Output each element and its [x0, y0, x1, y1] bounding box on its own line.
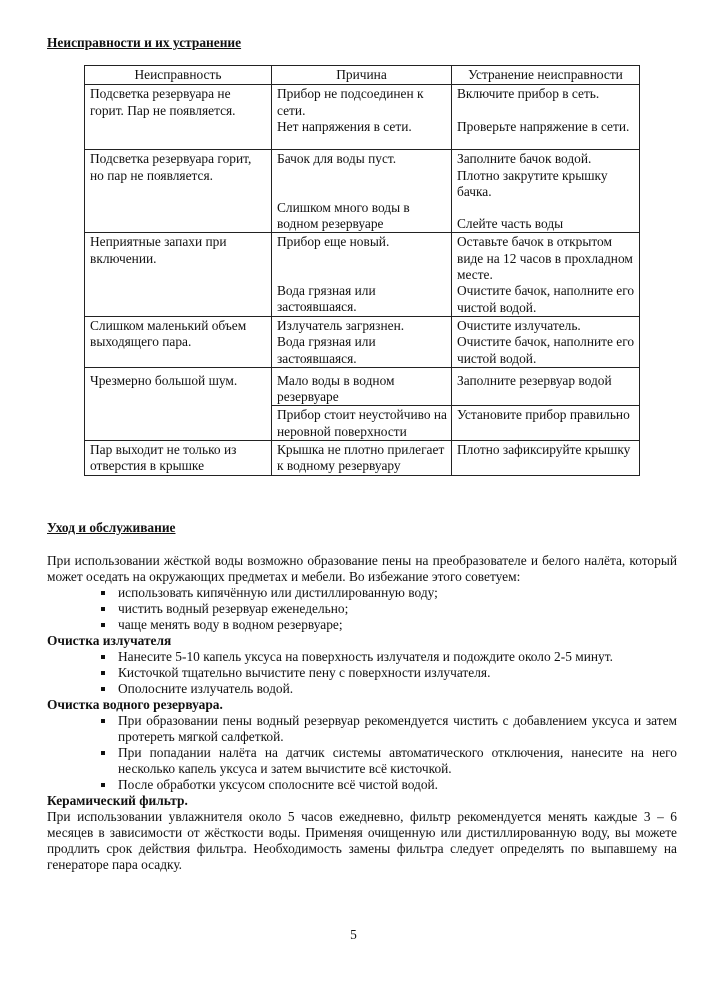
- list-item: чаще менять воду в водном резервуаре;: [118, 617, 677, 633]
- cause-text: Вода грязная или застоявшаяся.: [277, 282, 376, 315]
- list-item: Нанесите 5-10 капель уксуса на поверхность излучателя и подождите около 2-5 минут.: [118, 649, 677, 665]
- table-row: [85, 233, 640, 316]
- list-item: Кисточкой тщательно вычистите пену с поверхности излучателя.: [118, 665, 677, 681]
- troubleshooting-title: Неисправности и их устранение: [47, 35, 242, 50]
- column-header-cause: Причина: [272, 66, 452, 85]
- page-number: 5: [350, 927, 357, 942]
- fix-cell: [452, 316, 640, 367]
- cause-text: Излучатель загрязнен.: [277, 317, 405, 333]
- cause-text: Бачок для воды пуст.: [277, 151, 397, 167]
- cause-text: Вода грязная или застоявшаяся.: [277, 334, 376, 366]
- troubleshooting-table: [84, 65, 640, 476]
- list-item: Ополосните излучатель водой.: [118, 681, 677, 697]
- table-header-row: [85, 66, 640, 85]
- fix-text: Заполните бачок водой. Плотно закрутите крышку бачка.: [457, 151, 608, 199]
- fix-cell: Заполните резервуар водой: [452, 367, 640, 406]
- care-intro-list: [47, 585, 677, 633]
- fault-cell: Подсветка резервуара не горит. Пар не появляется.: [85, 85, 272, 150]
- cause-cell: [272, 85, 452, 150]
- fix-text: Очистите бачок, наполните его чистой водой.: [457, 283, 635, 315]
- table-row: [85, 441, 640, 476]
- cause-text: Прибор не подсоединен к сети.: [277, 86, 424, 118]
- care-intro: При использовании жёсткой воды возможно образование пены на преобразователе и белого налёта, который может оседать на окружающих предметах и мебели. Во избежание этого советуем:: [47, 553, 677, 584]
- fix-cell: Установите прибор правильно: [452, 406, 640, 441]
- cause-text: Нет напряжения в сети.: [277, 118, 412, 134]
- table-row: [85, 367, 640, 406]
- fix-text: Очистите излучатель.: [457, 317, 581, 333]
- fix-cell: Плотно зафиксируйте крышку: [452, 441, 640, 476]
- fault-cell: Неприятные запахи при включении.: [85, 233, 272, 316]
- emitter-cleaning-heading: Очистка излучателя: [47, 633, 172, 648]
- fix-text: Проверьте напряжение в сети.: [457, 118, 630, 134]
- list-item: После обработки уксусом сполосните всё чистой водой.: [118, 777, 677, 793]
- fault-cell: Слишком маленький объем выходящего пара.: [85, 316, 272, 367]
- cause-cell: [272, 150, 452, 233]
- reservoir-cleaning-list: [47, 713, 677, 793]
- cause-cell: [272, 233, 452, 316]
- fault-cell: Чрезмерно большой шум.: [85, 367, 272, 440]
- cause-text: Слишком много воды в водном резервуаре: [277, 199, 410, 231]
- list-item: При попадании налёта на датчик системы автоматического отключения, нанесите на него несколько капель уксуса и затем вычистите всё кисточкой.: [118, 745, 677, 776]
- table-row: [85, 85, 640, 150]
- fault-cell: Подсветка резервуара горит, но пар не появляется.: [85, 150, 272, 233]
- table-row: [85, 316, 640, 367]
- list-item: При образовании пены водный резервуар рекомендуется чистить с добавлением уксуса и затем протереть мягкой салфеткой.: [118, 713, 677, 744]
- fix-text: Оставьте бачок в открытом виде на 12 часов в прохладном месте.: [457, 234, 633, 283]
- column-header-fault: Неисправность: [85, 66, 272, 85]
- cause-cell: Прибор стоит неустойчиво на неровной поверхности: [272, 406, 452, 441]
- fault-cell: Пар выходит не только из отверстия в крышке: [85, 441, 272, 476]
- cause-text: Прибор еще новый.: [277, 234, 390, 250]
- emitter-cleaning-list: [47, 649, 677, 697]
- reservoir-cleaning-heading: Очистка водного резервуара.: [47, 697, 223, 712]
- ceramic-filter-text: При использовании увлажнителя около 5 часов ежедневно, фильтр рекомендуется менять каждые 3 – 6 месяцев в зависимости от жёсткости воды. Применяя очищенную или дистиллированную воду, вы можете продлить срок действия фильтра. Необходимость замены фильтра следует определять по выпавшему на генераторе пара осадку.: [47, 809, 677, 872]
- cause-cell: [272, 316, 452, 367]
- ceramic-filter-heading: Керамический фильтр.: [47, 793, 188, 808]
- care-section: [47, 520, 677, 873]
- fix-text: Слейте часть воды: [457, 216, 564, 232]
- list-item: использовать кипячённую или дистиллированную воду;: [118, 585, 677, 601]
- list-item: чистить водный резервуар еженедельно;: [118, 601, 677, 617]
- cause-cell: Крышка не плотно прилегает к водному резервуару: [272, 441, 452, 476]
- fix-text: Включите прибор в сеть.: [457, 86, 600, 102]
- care-title: Уход и обслуживание: [47, 520, 176, 535]
- fix-text: Очистите бачок, наполните его чистой водой.: [457, 334, 635, 366]
- cause-cell: Мало воды в водном резервуаре: [272, 367, 452, 406]
- column-header-fix: Устранение неисправности: [452, 66, 640, 85]
- table-row: [85, 150, 640, 233]
- fix-cell: [452, 233, 640, 316]
- fix-cell: [452, 85, 640, 150]
- fix-cell: [452, 150, 640, 233]
